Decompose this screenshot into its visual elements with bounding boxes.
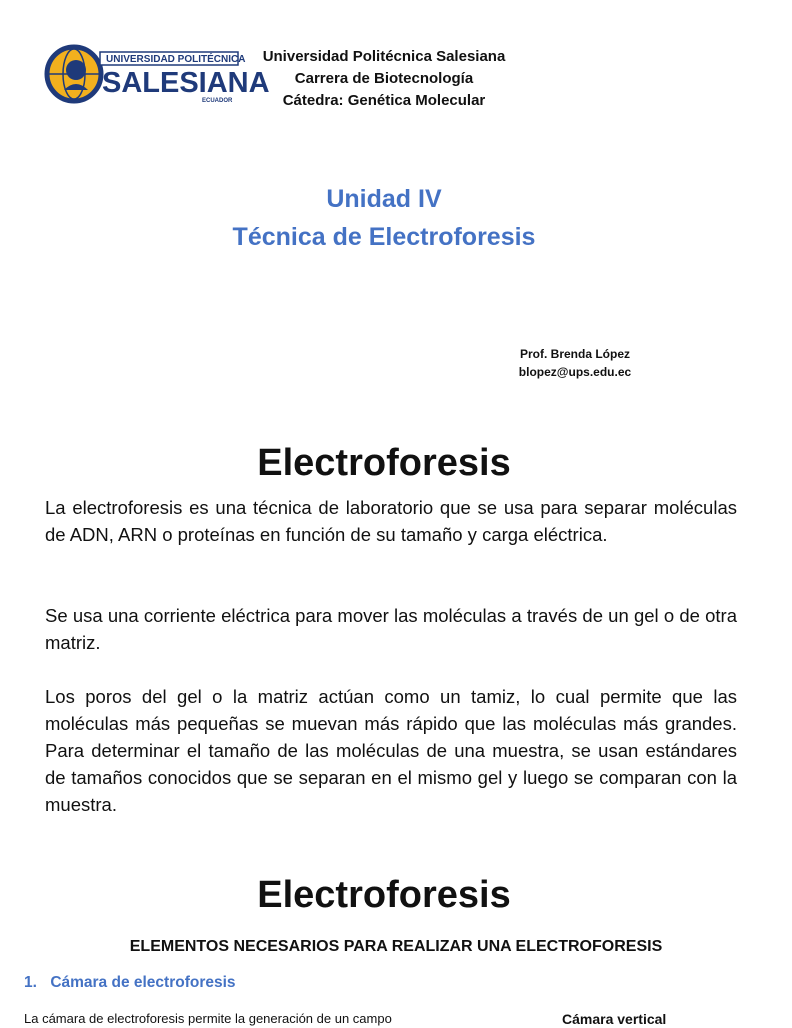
professor-email: blopez@ups.edu.ec [518, 365, 632, 379]
section1-paragraph-1: La electroforesis es una técnica de laboratorio que se usa para separar moléculas de ADN, ARN o proteínas en función de su tamaño y carga eléctrica. [45, 497, 737, 545]
professor-info [470, 345, 680, 381]
section1-paragraph-2: Se usa una corriente eléctrica para mover las moléculas a través de un gel o de otra matriz. [45, 605, 737, 653]
numbered-item [24, 972, 236, 994]
section1-paragraph-3: Los poros del gel o la matriz actúan como un tamiz, lo cual permite que las moléculas más pequeñas se muevan más rápido que las moléculas más grandes. Para determinar el tamaño de las moléculas de una muestra, se usan estándares de tamaños conocidos que se separan en el mismo gel y luego se comparan con la muestra. [45, 686, 737, 815]
header-institution [250, 46, 518, 112]
logo-country-text: ECUADOR [202, 98, 233, 104]
header-line-course: Cátedra: Genética Molecular [282, 92, 486, 109]
university-logo-graphic [44, 44, 270, 104]
section2-subheading: ELEMENTOS NECESARIOS PARA REALIZAR UNA ELECTROFORESIS [129, 938, 663, 955]
professor-name: Prof. Brenda López [519, 347, 630, 361]
logo-university-text: UNIVERSIDAD POLITÉCNICA [106, 54, 246, 65]
section2-heading: Electroforesis [257, 874, 511, 916]
logo-name-text: SALESIANA [102, 67, 270, 99]
side-label: Cámara vertical [562, 1011, 667, 1027]
numbered-item-number: 1. [24, 974, 37, 991]
section2-body: La cámara de electroforesis permite la generación de un campo [24, 1011, 392, 1026]
header-line-university: Universidad Politécnica Salesiana [262, 48, 506, 65]
topic-label: Técnica de Electroforesis [232, 223, 536, 251]
numbered-item-label: Cámara de electroforesis [50, 974, 236, 991]
unit-title [0, 180, 768, 256]
section1-heading: Electroforesis [257, 442, 511, 484]
header-line-career: Carrera de Biotecnología [294, 70, 474, 87]
university-logo [44, 44, 270, 104]
unit-label: Unidad IV [326, 185, 442, 213]
